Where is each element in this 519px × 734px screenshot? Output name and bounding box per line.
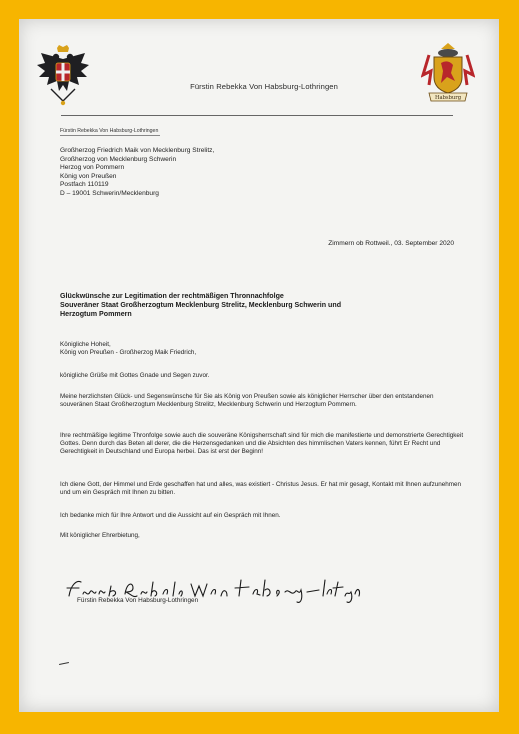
subject-line: Herzogtum Pommern (60, 310, 132, 319)
margin-mark (59, 662, 69, 665)
address-line: Herzog von Pommern (60, 164, 125, 172)
salutation (60, 341, 465, 357)
habsburg-crest-icon (421, 41, 475, 107)
subject-line: Souveräner Staat Großherzogtum Mecklenburg Strelitz, Mecklenburg Schwerin und (60, 301, 342, 310)
salutation-line: König von Preußen - Großherzog Maik Friedrich, (60, 349, 197, 357)
date-line: Zimmern ob Rottweil., 03. September 2020 (328, 240, 454, 247)
return-address-underline (60, 135, 160, 136)
closing: Mit königlicher Ehrerbietung, (60, 532, 140, 539)
signer-name: Fürstin Rebekka Von Habsburg-Lothringen (77, 597, 199, 604)
return-address: Fürstin Rebekka Von Habsburg-Lothringen (60, 128, 159, 134)
paragraph-3: Ich diene Gott, der Himmel und Erde geschaffen hat und alles, was existiert - Christus Jesus. Er hat mir gesagt, Kontakt mit Ihnen aufzunehmen und um ein Gespräch mit Ihnen zu bitten. (60, 481, 461, 497)
paragraph-4: Ich bedanke mich für Ihre Antwort und die Aussicht auf ein Gespräch mit Ihnen. (60, 512, 281, 519)
salutation-line: Königliche Hoheit, (60, 341, 111, 348)
header-separator (61, 115, 453, 116)
address-line: Postfach 110119 (60, 181, 109, 189)
address-line: Großherzog von Mecklenburg Schwerin (60, 155, 177, 163)
crest-banner-text: Habsburg (434, 95, 462, 102)
paragraph-2: Ihre rechtmäßige legitime Thronfolge sowie auch die souveräne Königsherrschaft sind für mich die manifestierte und demonstrierte Gerechtigkeit Gottes. Denn durch das Beten all derer, die die Herzensgedanken und die Absichten des himmlischen Vaters kennen, führt Er Recht und Gerechtigkeit in Deutschland und Europa herbei. Das ist erst der Beginn! (60, 432, 464, 456)
paragraph-1: Meine herzlichsten Glück- und Segenswünsche für Sie als König von Preußen sowie als königlicher Herrscher über den entstandenen souveränen Staat Großherzogtum Mecklenburg Strelitz, Mecklenburg Schwerin und Herzogtum Pommern. (60, 393, 434, 409)
greeting: königliche Grüße mit Gottes Gnade und Segen zuvor. (60, 372, 210, 379)
address-line: Großherzog Friedrich Maik von Mecklenburg Strelitz, (60, 147, 215, 154)
subject-line: Glückwünsche zur Legitimation der rechtmäßigen Thronnachfolge (60, 292, 284, 300)
letter-page (19, 19, 499, 712)
subject-heading (60, 292, 460, 320)
address-line: D – 19001 Schwerin/Mecklenburg (60, 189, 159, 197)
recipient-address (60, 147, 214, 199)
sender-title: Fürstin Rebekka Von Habsburg-Lothringen (190, 82, 338, 91)
address-line: König von Preußen (60, 172, 117, 180)
eagle-crest-icon (35, 45, 91, 107)
